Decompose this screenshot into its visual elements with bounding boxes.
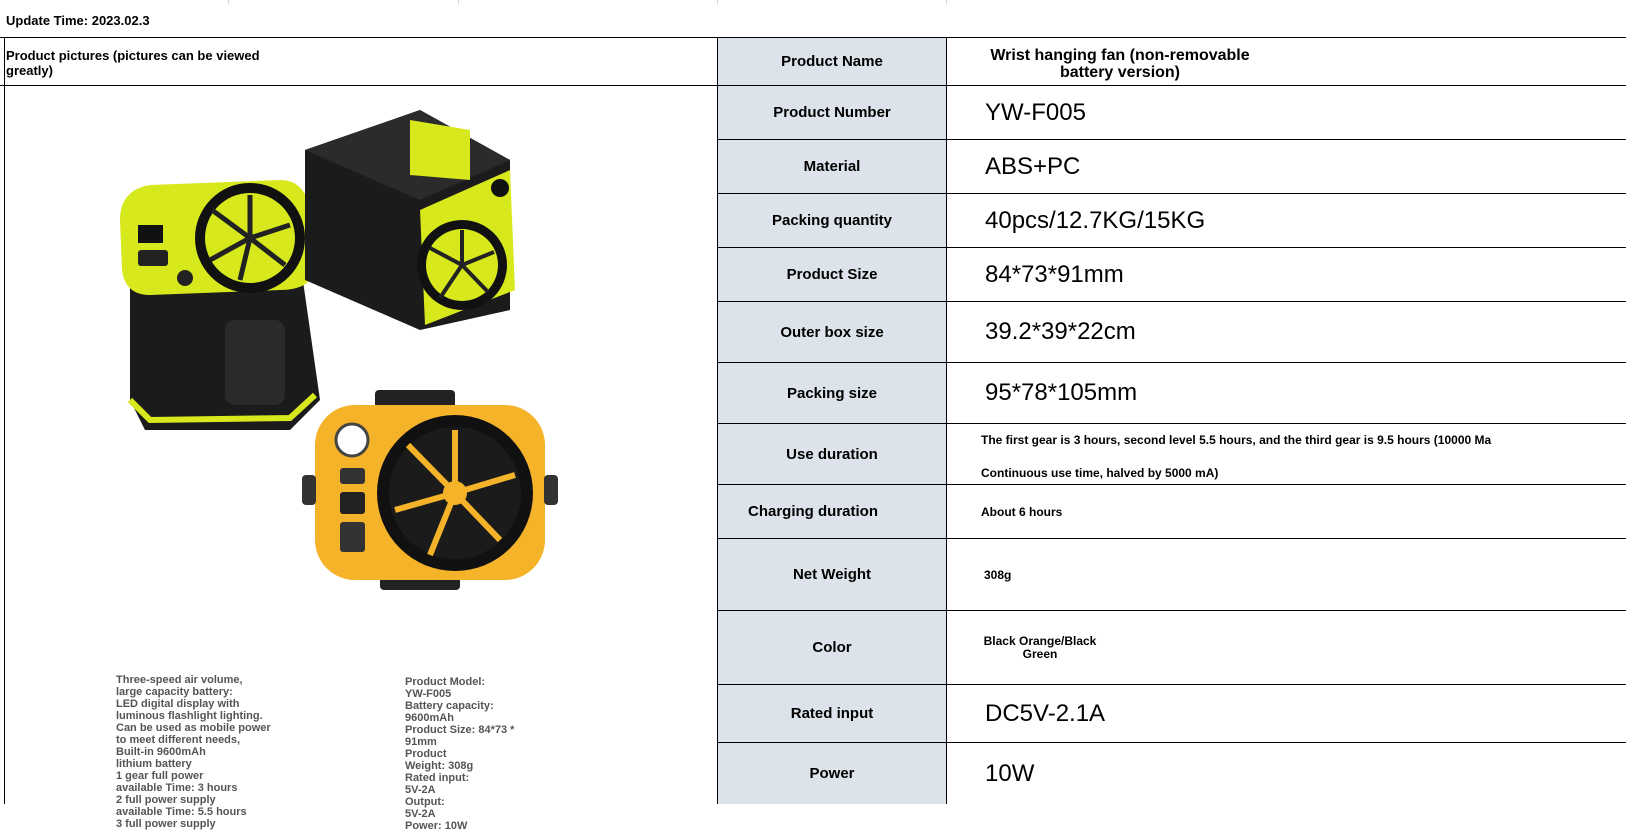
label-rated-input: Rated input [718,685,946,742]
value-net-weight: 308g [984,567,1012,582]
value-rated-input: DC5V-2.1A [985,699,1106,727]
green-fan-side-icon [305,110,515,330]
value-packing-size: 95*78*105mm [985,379,1138,406]
product-image [90,100,610,640]
label-outer-box-size: Outer box size [718,302,946,362]
value-color: Black Orange/Black Green [983,634,1097,661]
label-material: Material [718,140,946,193]
label-packing-quantity: Packing quantity [718,194,946,247]
label-product-size: Product Size [718,248,946,301]
label-net-weight: Net Weight [718,539,946,610]
label-power: Power [718,743,946,804]
label-packing-size: Packing size [718,363,946,423]
value-use-duration-line2: Continuous use time, halved by 5000 mA) [981,466,1219,480]
value-material: ABS+PC [985,152,1081,180]
value-power: 10W [985,759,1035,787]
value-use-duration-line1: The first gear is 3 hours, second level 5.5 hours, and the third gear is 9.5 hours (10000 Ma [981,433,1492,447]
label-product-name: Product Name [718,38,946,85]
label-use-duration: Use duration [718,424,946,484]
pictures-label: Product pictures (pictures can be viewed greatly) [6,48,260,78]
label-charging-duration: Charging duration [718,485,908,538]
value-product-number: YW-F005 [985,98,1086,126]
orange-fan-icon [302,390,558,590]
value-product-size: 84*73*91mm [985,260,1124,288]
label-product-number: Product Number [718,86,946,139]
update-time: Update Time: 2023.02.3 [6,13,150,28]
value-packing-quantity: 40pcs/12.7KG/15KG [985,206,1206,234]
value-charging-duration: About 6 hours [981,504,1063,519]
value-outer-box-size: 39.2*39*22cm [985,318,1136,345]
value-product-name: Wrist hanging fan (non-removable battery version) [990,47,1250,81]
label-color: Color [718,611,946,684]
image-caption-right: Product Model: YW-F005 Battery capacity: 9600mAh Product Size: 84*73 * 91mm Product Weight: 308g Rated input: 5V-2A Output: 5V-2A Power: 10W [405,676,515,832]
image-caption-left: Three-speed air volume, large capacity battery: LED digital display with luminous flashlight lighting. Can be used as mobile power to meet different needs, Built-in 9600mAh lithium battery 1 gear full power available Time: 3 hours 2 full power supply available Time: 5.5 hours 3 full power supply [116,674,271,830]
green-fan-front-icon [120,180,320,430]
